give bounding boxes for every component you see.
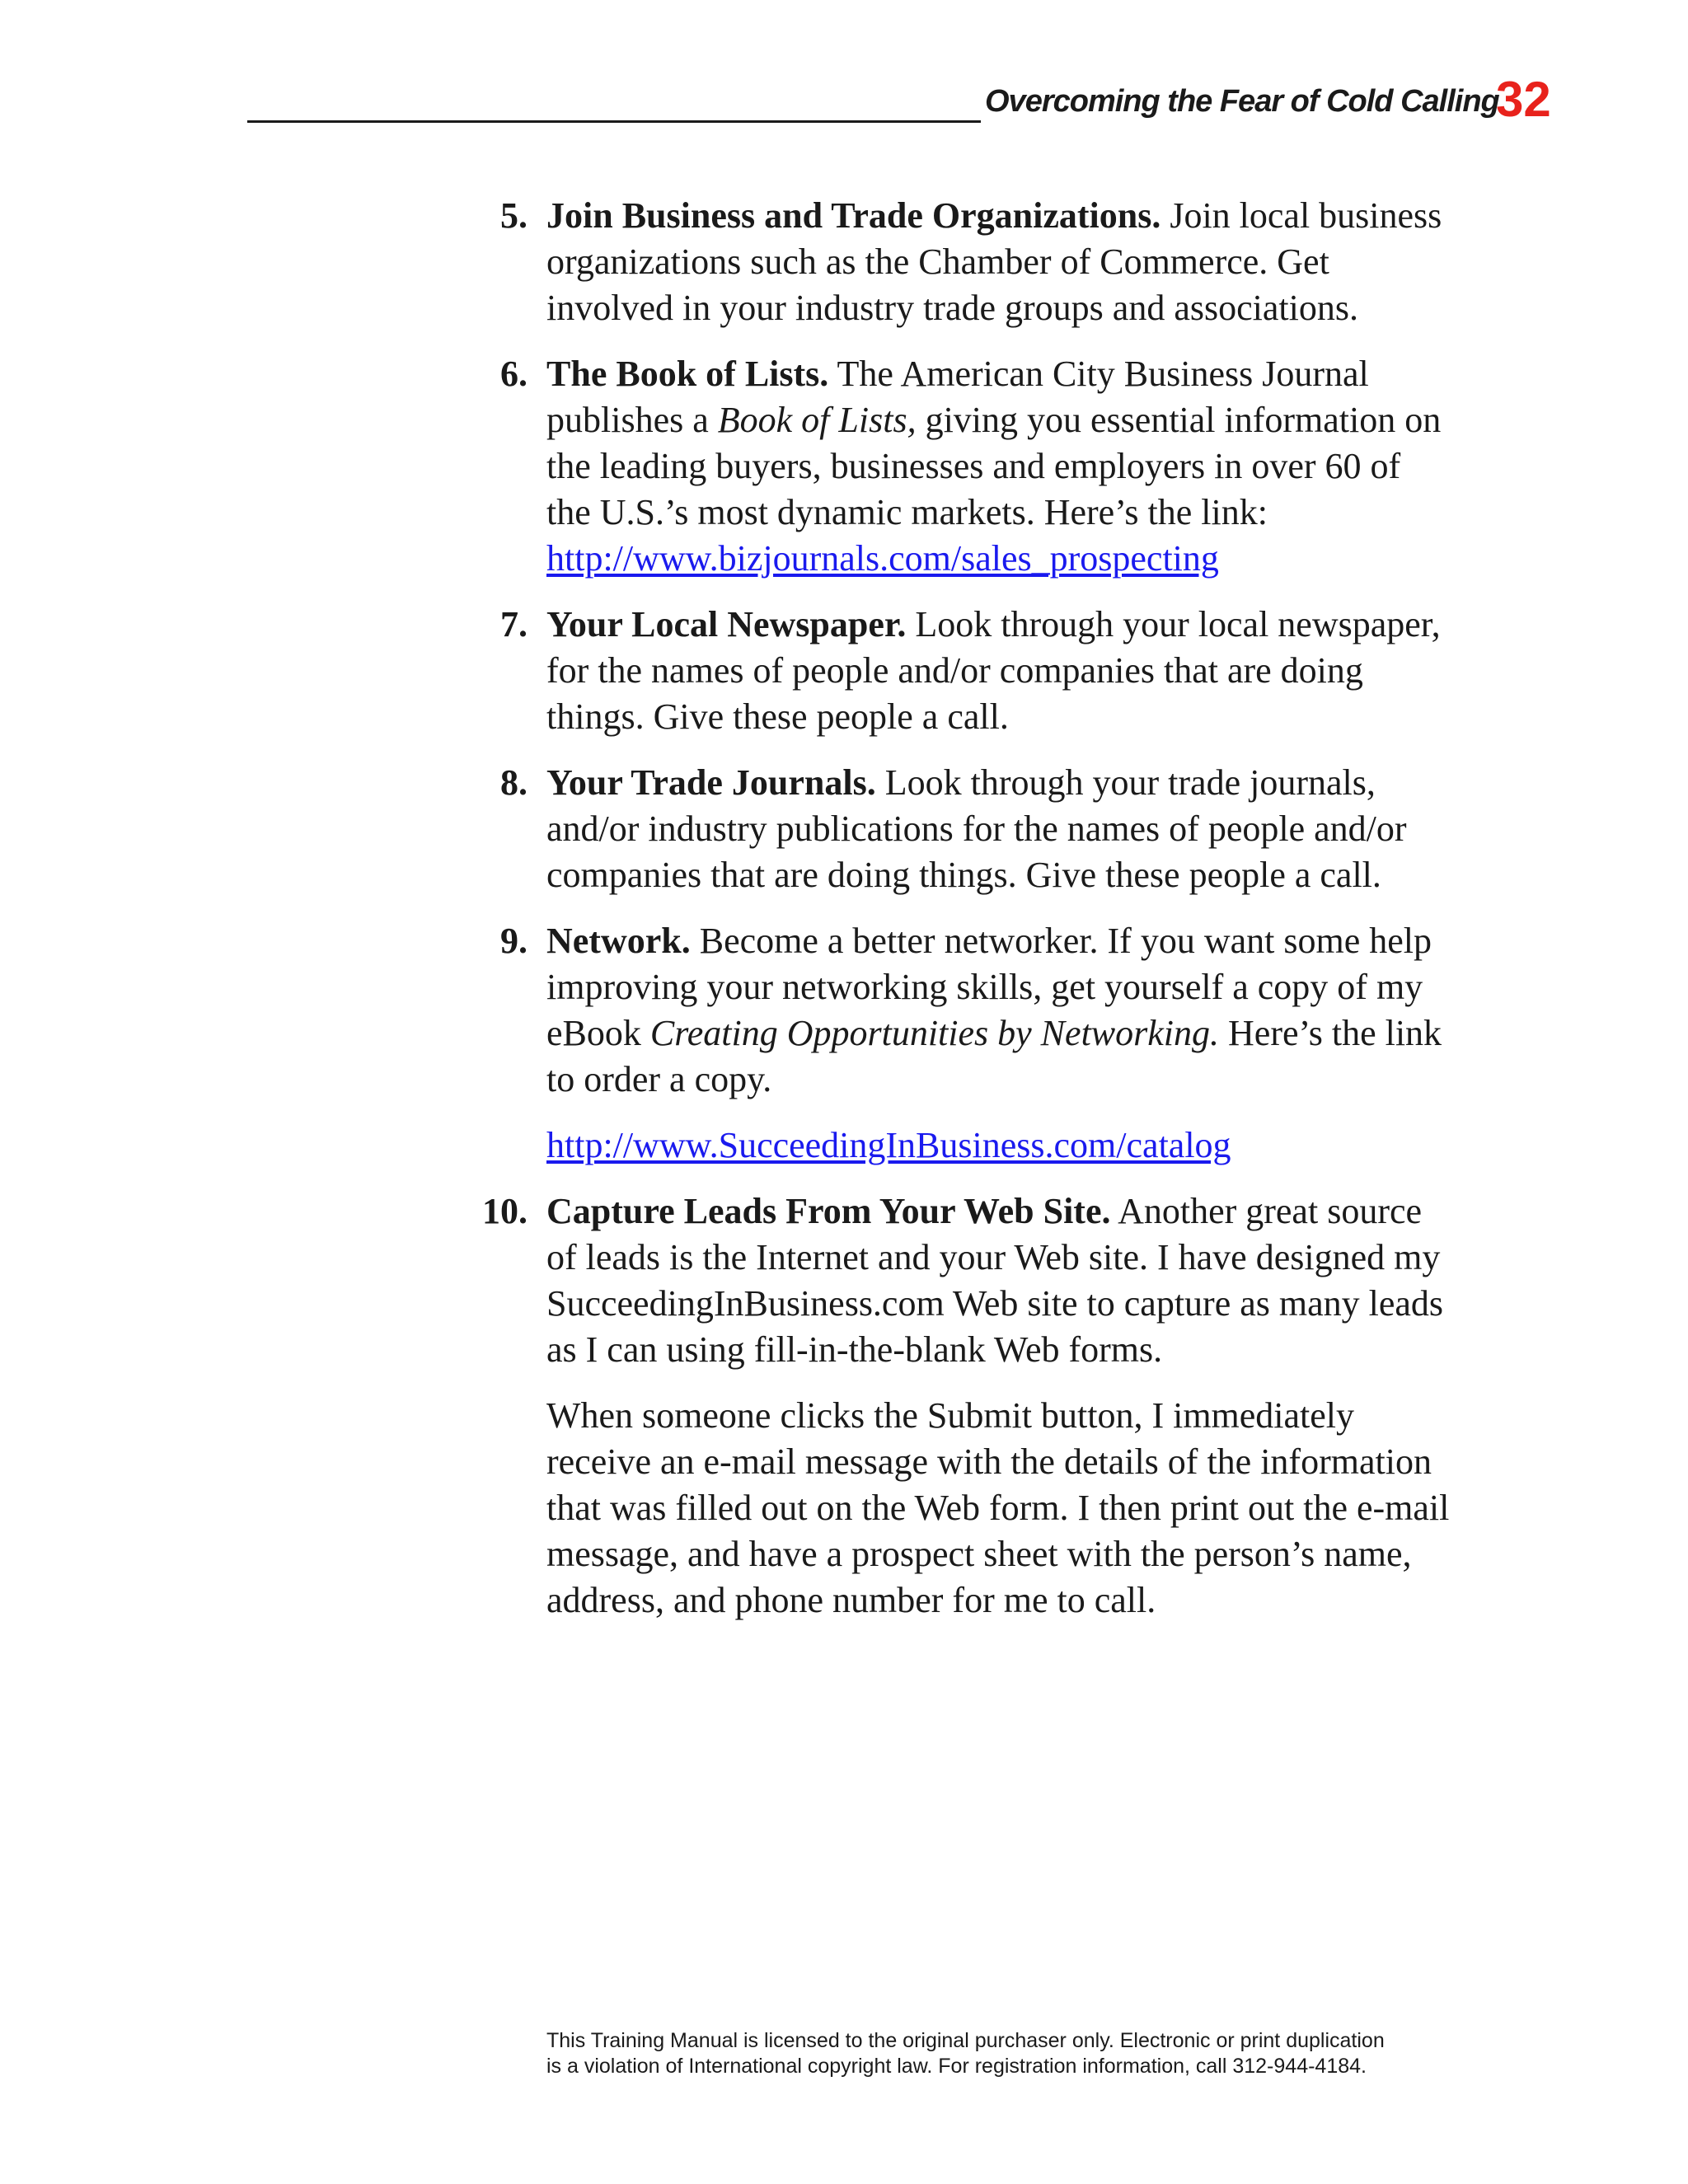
- list-item-8: [462, 760, 1451, 898]
- item-number: 6.: [500, 354, 528, 394]
- item-text: Another great source of leads is the Internet and your Web site. I have designed my SucceedingInBusiness.com Web site to capture as many leads as I can using fill-in-the-blank Web forms.: [546, 1191, 1444, 1370]
- footer-line-2: is a violation of International copyright law. For registration information, call 312-944-4184.: [546, 2055, 1367, 2078]
- item-title: The Book of Lists.: [546, 354, 829, 394]
- item-title: Your Trade Journals.: [546, 762, 876, 803]
- item-text-continued: giving you essential information on the leading buyers, businesses and employers in over 60 of the U.S.’s most dynamic markets. Here’s the link:: [546, 400, 1442, 532]
- item-text: Look through your local newspaper, for the names of people and/or companies that are doing things. Give these people a call.: [546, 604, 1441, 737]
- running-header: [247, 73, 1566, 130]
- item-text: Look through your trade journals, and/or industry publications for the names of people and/or companies that are doing things. Give these people a call.: [546, 762, 1407, 895]
- page-number: 32: [1496, 72, 1551, 127]
- book-title: Book of Lists,: [717, 400, 917, 440]
- list-item-10: [462, 1188, 1451, 1624]
- header-rule: [247, 120, 981, 123]
- item-number: 8.: [500, 762, 528, 803]
- item-title: Join Business and Trade Organizations.: [546, 195, 1161, 236]
- item-number: 10.: [482, 1191, 528, 1231]
- list-item-6: [462, 351, 1451, 582]
- item-paragraph: [546, 760, 1451, 898]
- item-paragraph: [546, 1188, 1451, 1373]
- bizjournals-link[interactable]: http://www.bizjournals.com/sales_prospecting: [546, 538, 1219, 579]
- item-number: 7.: [500, 604, 528, 644]
- numbered-list: [462, 193, 1451, 1643]
- footer-line-1: This Training Manual is licensed to the original purchaser only. Electronic or print duplication: [546, 2029, 1385, 2052]
- item-paragraph-2: When someone clicks the Submit button, I immediately receive an e-mail message with the details of the information that was filled out on the Web form. I then print out the e-mail message, and have a prospect sheet with the person’s name, address, and phone number for me to call.: [546, 1395, 1450, 1620]
- item-number: 5.: [500, 195, 528, 236]
- item-text: The American City Business Journal publishes a: [546, 354, 1369, 440]
- item-paragraph: [546, 918, 1451, 1103]
- header-title: Overcoming the Fear of Cold Calling: [985, 84, 1499, 119]
- item-number: 9.: [500, 921, 528, 961]
- item-text: Become a better networker. If you want some help improving your networking skills, get yourself a copy of my eBook: [546, 921, 1432, 1053]
- item-title: Network.: [546, 921, 691, 961]
- license-footer: [546, 2028, 1453, 2079]
- catalog-link[interactable]: http://www.SucceedingInBusiness.com/catalog: [546, 1125, 1231, 1165]
- list-item-9: [462, 918, 1451, 1169]
- item-text-continued: Here’s the link to order a copy.: [546, 1013, 1442, 1099]
- item-title: Your Local Newspaper.: [546, 604, 907, 644]
- item-title: Capture Leads From Your Web Site.: [546, 1191, 1111, 1231]
- link-paragraph: [546, 1122, 1451, 1169]
- item-paragraph: [546, 351, 1451, 582]
- item-paragraph: [546, 602, 1451, 740]
- item-text: Join local business organizations such as the Chamber of Commerce. Get involved in your industry trade groups and associations.: [546, 195, 1442, 328]
- list-item-7: [462, 602, 1451, 740]
- item-paragraph: [546, 193, 1451, 331]
- ebook-title: Creating Opportunities by Networking.: [649, 1013, 1220, 1053]
- list-item-5: [462, 193, 1451, 331]
